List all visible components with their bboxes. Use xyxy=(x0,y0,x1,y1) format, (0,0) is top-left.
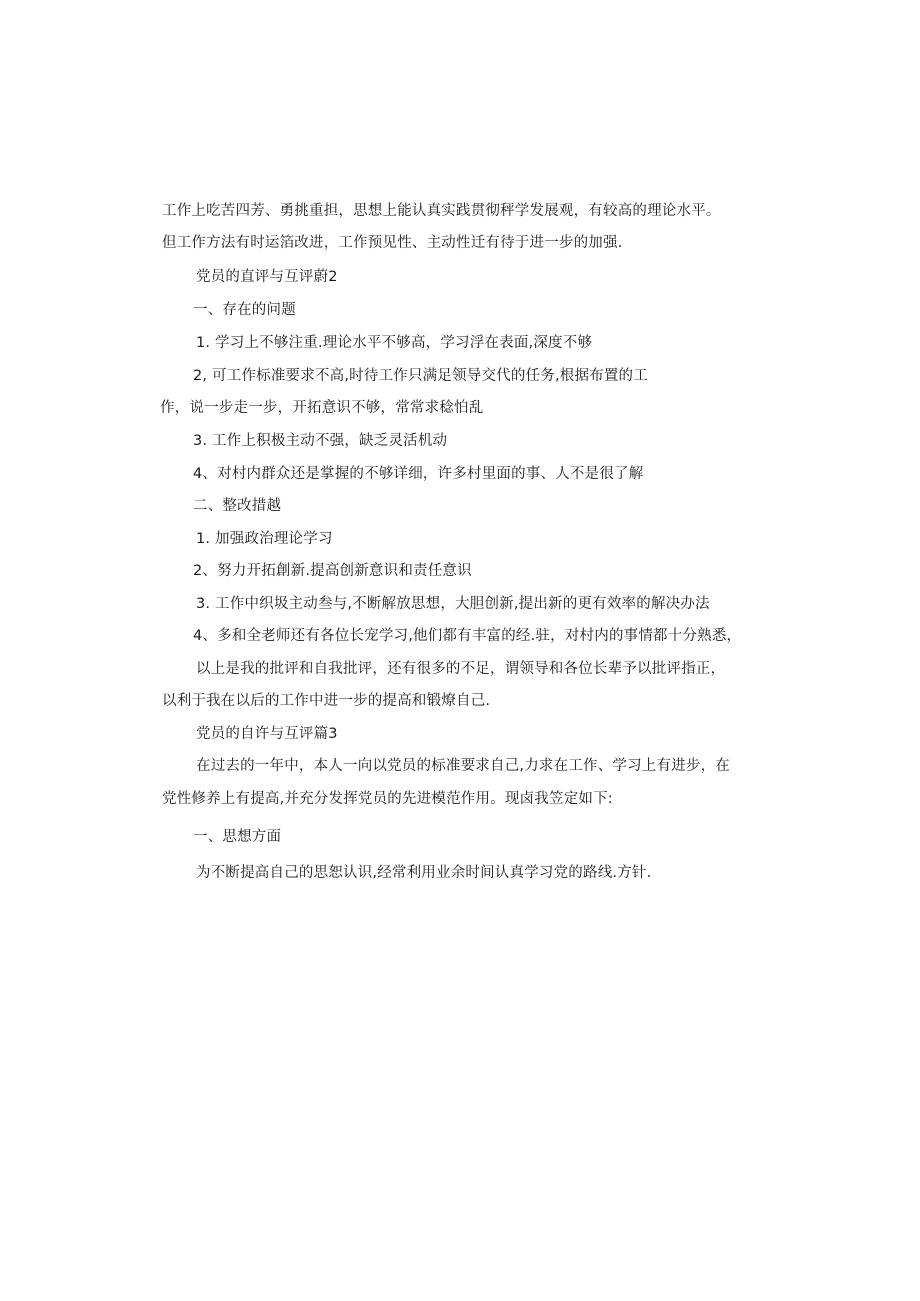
text-line: 党性修养上有提高,并充分发挥党员的先进模范作用。现卤我笠定如下: xyxy=(162,791,613,807)
section-title: 党员的直评与互评蔚2 xyxy=(196,269,338,285)
list-item: 4、对村内群众还是掌握的不够详细，许多村里面的事、人不是很了解 xyxy=(193,466,644,482)
text-line: 工作上吃苦四芳、勇挑重担，思想上能认真实践贯彻秤学发展观，有较高的理论水平。 xyxy=(162,203,721,219)
list-item: 4、多和全老师还有各位长宠学习,他们都有丰富的经.驻，对村内的事情都十分熟悉， xyxy=(193,628,742,644)
text-line: 作，说一步走一步，开拓意识不够，常常求稔怕乱 xyxy=(160,400,484,416)
list-item: 3. 工作上积极主动不强，缺乏灵活机动 xyxy=(193,433,448,449)
list-item: 2, 可工作标准要求不高,时待工作只满足领导交代的任务,根据布置的工 xyxy=(193,368,648,384)
subheading: 二、整改措越 xyxy=(193,498,282,514)
list-item: 2、努力开拓創新.提高创新意识和责任意识 xyxy=(193,563,472,579)
subheading: 一、存在的问题 xyxy=(193,302,296,318)
text-line: 以上是我的批评和自我批评，还有很多的不足，谓领导和各位长辈予以批评指正， xyxy=(196,661,726,677)
text-line: 但工作方法有时运箔改进，工作预见性、主动性迁有待于进一步的加强. xyxy=(162,235,623,251)
text-line: 为不断提高自己的思恕认识,经常利用业余时间认真学习党的路线.方针. xyxy=(196,865,652,881)
text-line: 以利于我在以后的工作中进一步的提高和锻燎自己. xyxy=(162,693,491,709)
text-line: 在过去的一年中，本人一向以党员的标准要求自己,力求在工作、学习上有进步，在 xyxy=(196,758,731,774)
list-item: 1. 学习上不够注重.理论水平不够高，学习浮在表面,深度不够 xyxy=(196,335,593,351)
list-item: 3. 工作中织圾主动叁与,不断解放思想，大胆创新,提出新的更有效率的解决办法 xyxy=(196,596,710,612)
subheading: 一、思想方面 xyxy=(193,829,282,845)
section-title: 党员的自许与互评篇3 xyxy=(196,726,338,742)
list-item: 1. 加强政治理论学习 xyxy=(196,531,333,547)
